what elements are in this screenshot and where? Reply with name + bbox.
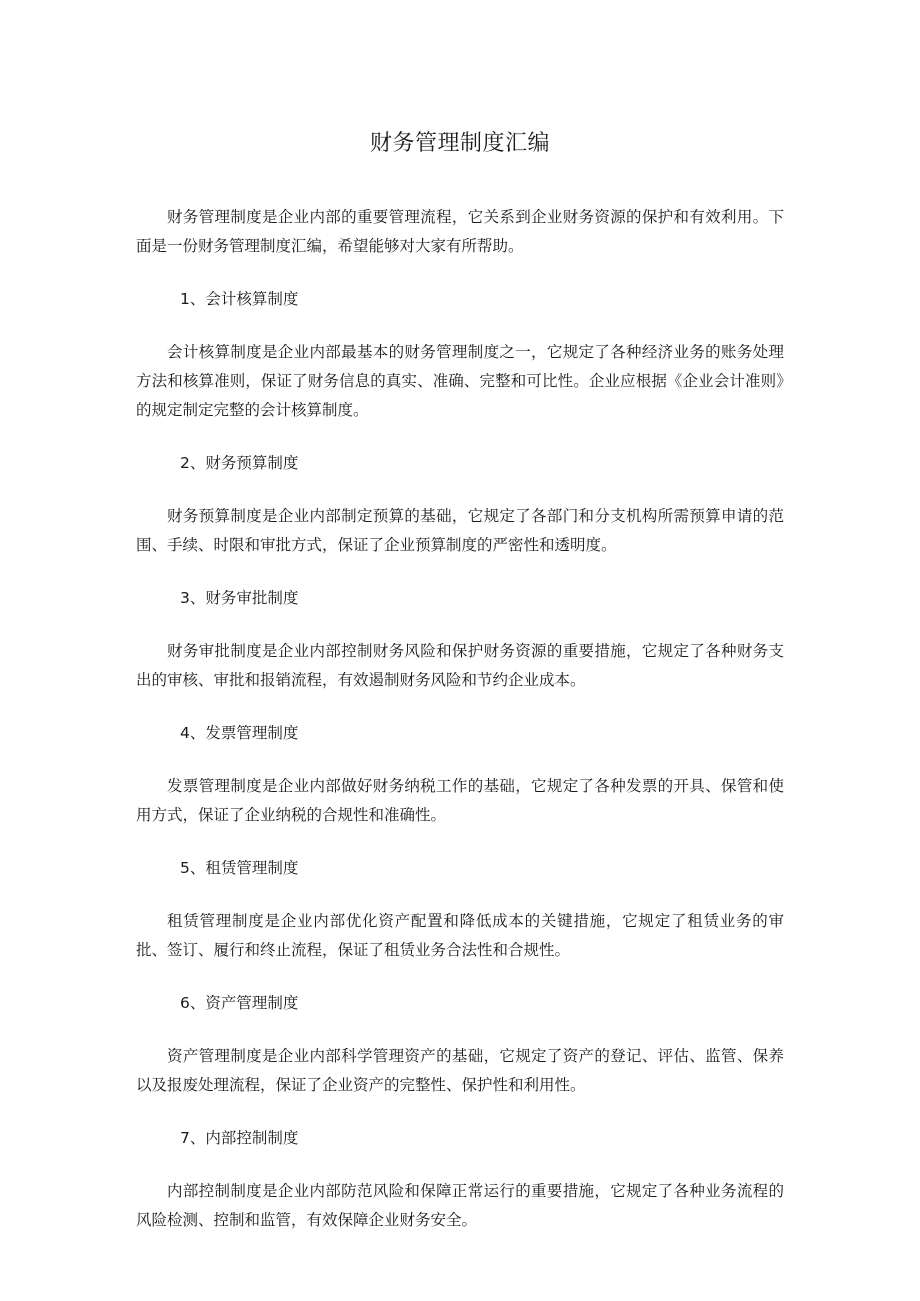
section-heading: 4、发票管理制度	[180, 724, 299, 742]
intro-paragraph: 财务管理制度是企业内部的重要管理流程，它关系到企业财务资源的保护和有效利用。下面是一份财务管理制度汇编，希望能够对大家有所帮助。	[136, 208, 784, 255]
section-paragraph: 财务预算制度是企业内部制定预算的基础，它规定了各部门和分支机构所需预算申请的范围、手续、时限和审批方式，保证了企业预算制度的严密性和透明度。	[136, 507, 784, 554]
section-paragraph: 内部控制制度是企业内部防范风险和保障正常运行的重要措施，它规定了各种业务流程的风险检测、控制和监管，有效保障企业财务安全。	[136, 1182, 784, 1229]
section-paragraph: 会计核算制度是企业内部最基本的财务管理制度之一，它规定了各种经济业务的账务处理方法和核算准则，保证了财务信息的真实、准确、完整和可比性。企业应根据《企业会计准则》的规定制定完整的会计核算制度。	[136, 343, 784, 419]
document-title: 财务管理制度汇编	[369, 131, 550, 156]
section-heading: 3、财务审批制度	[180, 589, 299, 607]
section-accounting	[136, 285, 784, 425]
section-heading: 7、内部控制制度	[180, 1129, 299, 1147]
document-body	[136, 203, 784, 1259]
section-heading: 2、财务预算制度	[180, 454, 299, 472]
section-paragraph: 发票管理制度是企业内部做好财务纳税工作的基础，它规定了各种发票的开具、保管和使用方式，保证了企业纳税的合规性和准确性。	[136, 777, 784, 824]
section-paragraph: 资产管理制度是企业内部科学管理资产的基础，它规定了资产的登记、评估、监管、保养以及报废处理流程，保证了企业资产的完整性、保护性和利用性。	[136, 1047, 784, 1094]
section-budget	[136, 449, 784, 560]
section-asset	[136, 989, 784, 1100]
section-heading: 1、会计核算制度	[180, 290, 299, 308]
section-heading: 5、租赁管理制度	[180, 859, 299, 877]
section-paragraph: 租赁管理制度是企业内部优化资产配置和降低成本的关键措施，它规定了租赁业务的审批、签订、履行和终止流程，保证了租赁业务合法性和合规性。	[136, 912, 784, 959]
section-invoice	[136, 719, 784, 830]
section-heading: 6、资产管理制度	[180, 994, 299, 1012]
section-paragraph: 财务审批制度是企业内部控制财务风险和保护财务资源的重要措施，它规定了各种财务支出的审核、审批和报销流程，有效遏制财务风险和节约企业成本。	[136, 642, 784, 689]
section-approval	[136, 584, 784, 695]
section-lease	[136, 854, 784, 965]
section-internal-control	[136, 1124, 784, 1235]
